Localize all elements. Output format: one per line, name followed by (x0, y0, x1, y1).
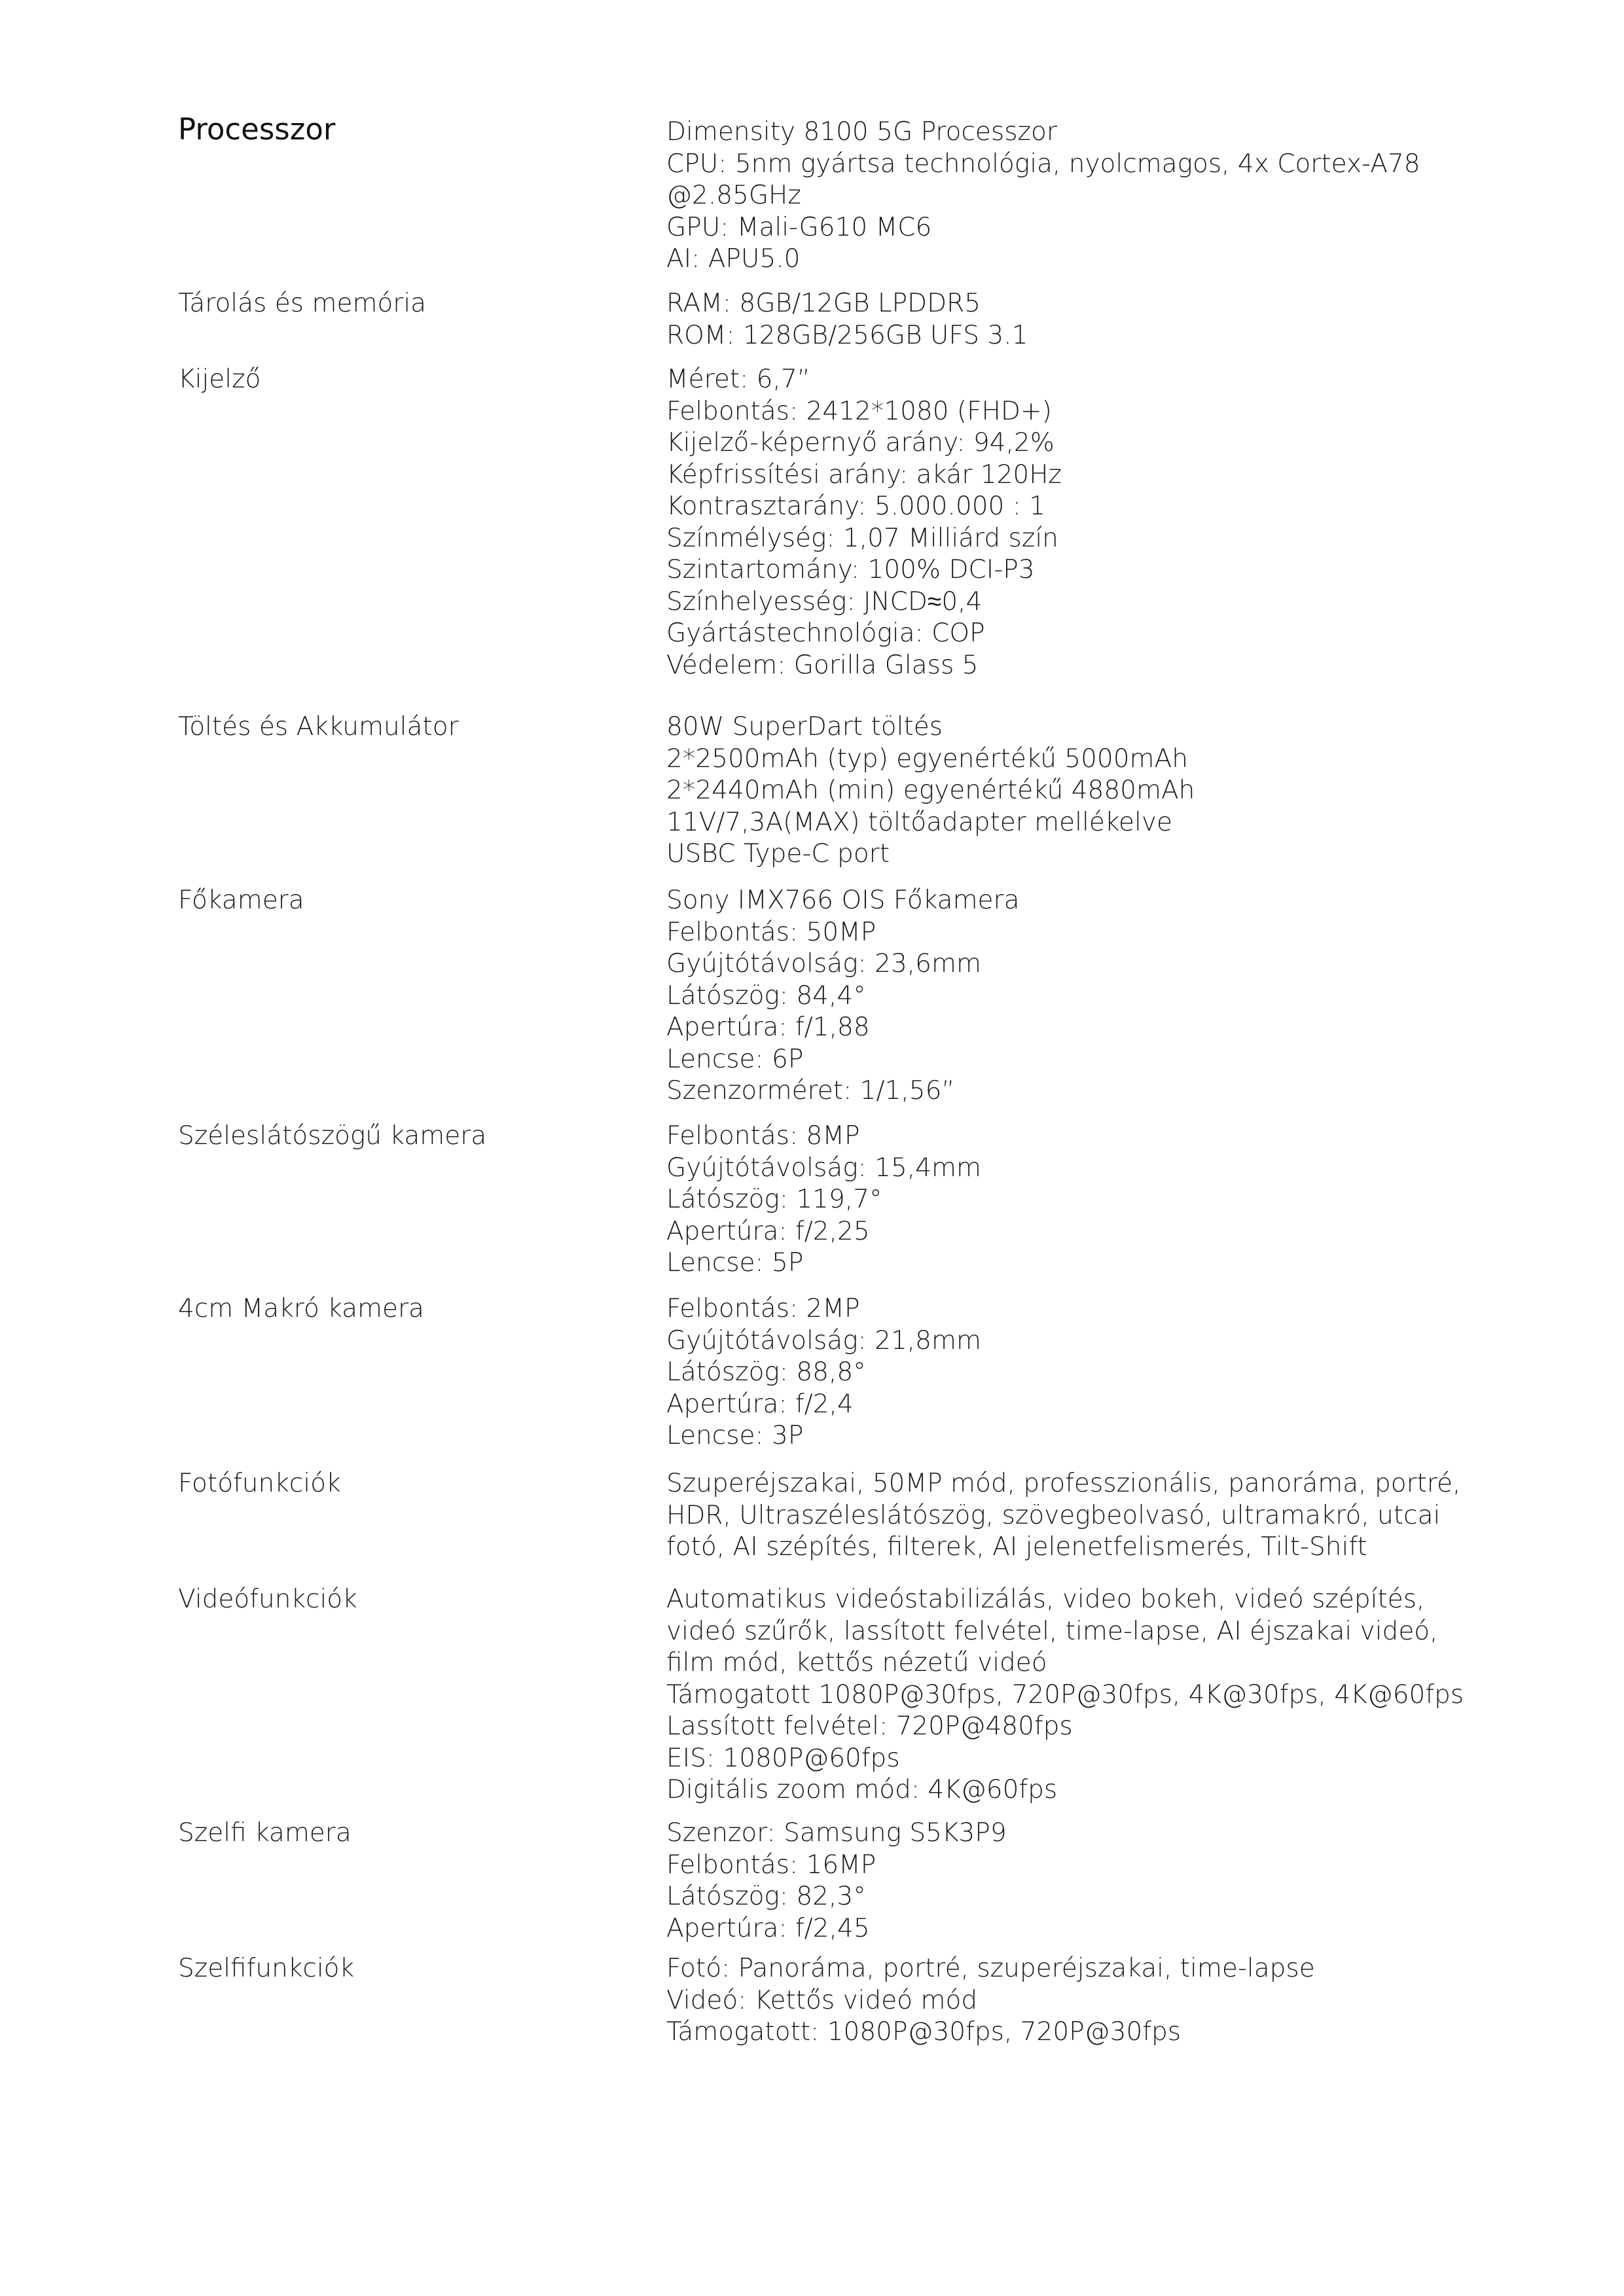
spec-label: Töltés és Akkumulátor (178, 712, 459, 742)
spec-line: Támogatott: 1080P@30fps, 720P@30fps (666, 2017, 1182, 2047)
spec-label: Főkamera (178, 886, 304, 915)
spec-label: Tárolás és memória (178, 289, 427, 318)
spec-line: Lencse: 6P (666, 1044, 804, 1074)
spec-line: 11V/7,3A(MAX) töltőadapter mellékelve (666, 807, 1172, 837)
spec-label: Kijelző (178, 365, 261, 394)
spec-line: Kijelző-képernyő arány: 94,2% (666, 428, 1055, 457)
spec-line: Dimensity 8100 5G Processzor (666, 117, 1057, 147)
spec-line: Fotó: Panoráma, portré, szuperéjszakai, time-lapse (666, 1954, 1315, 1983)
spec-values (666, 288, 1491, 351)
spec-line: Látószög: 88,8° (666, 1357, 866, 1387)
spec-line: EIS: 1080P@60fps (666, 1743, 900, 1773)
spec-line: ROM: 128GB/256GB UFS 3.1 (666, 320, 1028, 350)
spec-line: AI: APU5.0 (666, 244, 801, 274)
spec-line: CPU: 5nm gyártsa technológia, nyolcmagos, 4x Cortex-A78 (666, 149, 1420, 179)
spec-values (666, 117, 1491, 276)
spec-line: Felbontás: 16MP (666, 1850, 876, 1880)
spec-label: Széleslátószögű kamera (178, 1121, 487, 1151)
spec-line: Kontrasztarány: 5.000.000 : 1 (666, 492, 1046, 521)
spec-label: 4cm Makró kamera (178, 1294, 424, 1323)
spec-line: Gyújtótávolság: 23,6mm (666, 949, 981, 978)
spec-line: Védelem: Gorilla Glass 5 (666, 650, 979, 680)
spec-line: Apertúra: f/2,4 (666, 1389, 854, 1419)
spec-line: Színmélység: 1,07 Milliárd szín (666, 523, 1058, 553)
spec-line: Lencse: 5P (666, 1248, 804, 1278)
spec-line: Felbontás: 2MP (666, 1294, 860, 1323)
spec-values (666, 711, 1491, 870)
spec-line: Látószög: 119,7° (666, 1185, 882, 1214)
spec-values (666, 1818, 1491, 1945)
spec-line: 2*2440mAh (min) egyenértékű 4880mAh (666, 776, 1195, 805)
spec-line: Felbontás: 2412*1080 (FHD+) (666, 396, 1052, 426)
spec-values (666, 1584, 1491, 1806)
spec-line: Lassított felvétel: 720P@480fps (666, 1712, 1073, 1741)
spec-line: 80W SuperDart töltés (666, 712, 943, 742)
spec-line: Felbontás: 8MP (666, 1121, 860, 1151)
spec-line: Gyújtótávolság: 21,8mm (666, 1325, 981, 1355)
spec-line: Látószög: 84,4° (666, 980, 866, 1011)
spec-line: Gyújtótávolság: 15,4mm (666, 1153, 981, 1183)
spec-label: Szelfi kamera (178, 1818, 352, 1848)
spec-line: Lencse: 3P (666, 1421, 804, 1450)
spec-values (666, 1293, 1491, 1452)
spec-line: videó szűrők, lassított felvétel, time-lapse, AI éjszakai videó, (666, 1616, 1438, 1646)
spec-label: Processzor (178, 112, 336, 147)
spec-line: USBC Type-C port (666, 839, 890, 869)
spec-line: Gyártástechnológia: COP (666, 619, 985, 648)
spec-line: HDR, Ultraszéleslátószög, szövegbeolvasó, ultramakró, utcai (666, 1500, 1441, 1530)
spec-values (666, 1468, 1491, 1564)
spec-line: film mód, kettős nézetű videó (666, 1648, 1047, 1677)
spec-label: Videófunkciók (178, 1585, 357, 1614)
spec-line: Apertúra: f/2,45 (666, 1913, 870, 1943)
spec-line: Képfrissítési arány: akár 120Hz (666, 459, 1062, 490)
spec-label: Fotófunkciók (178, 1469, 341, 1498)
spec-line: Látószög: 82,3° (666, 1882, 866, 1911)
spec-line: Szenzorméret: 1/1,56” (666, 1076, 955, 1105)
spec-line: Sony IMX766 OIS Főkamera (666, 886, 1020, 915)
spec-line: RAM: 8GB/12GB LPDDR5 (666, 289, 981, 318)
spec-line: Felbontás: 50MP (666, 917, 876, 947)
spec-line: Méret: 6,7” (666, 365, 810, 394)
spec-line: Támogatott 1080P@30fps, 720P@30fps, 4K@30fps, 4K@60fps (666, 1679, 1464, 1710)
spec-values (666, 1953, 1491, 2049)
spec-line: Színhelyesség: JNCD≈0,4 (666, 586, 983, 617)
spec-line: Videó: Kettős videó mód (666, 1985, 978, 2015)
spec-label: Szelfifunkciók (178, 1954, 355, 1983)
spec-line: GPU: Mali-G610 MC6 (666, 212, 932, 242)
spec-values (666, 885, 1491, 1107)
spec-line: fotó, AI szépítés, filterek, AI jelenetfelismerés, Tilt-Shift (666, 1532, 1367, 1562)
spec-values (666, 364, 1491, 681)
spec-line: Szenzor: Samsung S5K3P9 (666, 1818, 1007, 1848)
spec-line: 2*2500mAh (typ) egyenértékű 5000mAh (666, 744, 1188, 774)
spec-line: Apertúra: f/2,25 (666, 1216, 870, 1246)
spec-line: Apertúra: f/1,88 (666, 1013, 870, 1042)
spec-line: Digitális zoom mód: 4K@60fps (666, 1775, 1058, 1804)
spec-line: Automatikus videóstabilizálás, video bokeh, videó szépítés, (666, 1585, 1425, 1614)
spec-line: @2.85GHz (666, 181, 801, 210)
spec-line: Szintartomány: 100% DCI-P3 (666, 555, 1035, 584)
spec-values (666, 1121, 1491, 1280)
spec-line: Szuperéjszakai, 50MP mód, professzionális, panoráma, portré, (666, 1469, 1461, 1498)
